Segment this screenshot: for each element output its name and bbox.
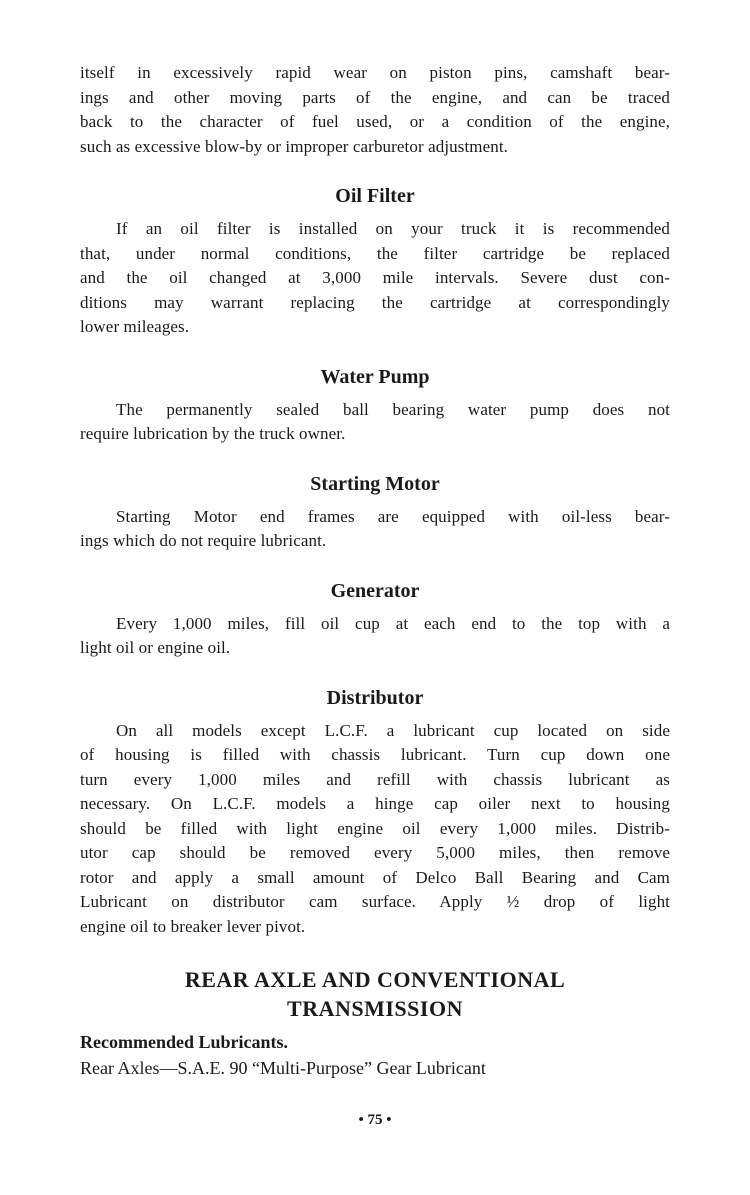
paragraph-line: Lubricant on distributor cam surface. Apply ½ drop of light [80, 892, 670, 911]
section [80, 365, 670, 447]
paragraph-line: ings which do not require lubricant. [80, 531, 327, 550]
paragraph-line: necessary. On L.C.F. models a hinge cap oiler next to housing [80, 794, 670, 813]
section-heading: Generator [330, 579, 420, 602]
section-heading: Starting Motor [310, 472, 440, 495]
section [80, 686, 670, 940]
paragraph-line: light oil or engine oil. [80, 638, 231, 657]
paragraph-line: utor cap should be removed every 5,000 miles, then remove [80, 843, 670, 862]
recommended-lubricants-heading: Recommended Lubricants. [80, 1032, 288, 1052]
section [80, 61, 670, 159]
paragraph-line: ings and other moving parts of the engine, and can be traced [80, 87, 670, 107]
page-number: • 75 • [358, 1112, 392, 1128]
paragraph-line: that, under normal conditions, the filter cartridge be replaced [80, 243, 670, 263]
paragraph-line: and the oil changed at 3,000 mile intervals. Severe dust con- [80, 268, 670, 287]
chapter-title-line-2: TRANSMISSION [287, 996, 463, 1021]
chapter-title-line-1: REAR AXLE AND CONVENTIONAL [184, 967, 566, 992]
paragraph-line: On all models except L.C.F. a lubricant cup located on side [116, 720, 670, 740]
paragraph-line: Every 1,000 miles, fill oil cup at each end to the top with a [116, 613, 670, 633]
page-body [80, 61, 670, 1081]
section [80, 472, 670, 554]
section [80, 579, 670, 661]
paragraph-line: The permanently sealed ball bearing water pump does not [116, 399, 670, 419]
section-heading: Water Pump [320, 365, 430, 388]
section [80, 184, 670, 340]
paragraph-line: ditions may warrant replacing the cartridge at correspondingly [80, 292, 670, 312]
paragraph-line: If an oil filter is installed on your truck it is recommended [116, 219, 670, 238]
paragraph-line: rotor and apply a small amount of Delco Ball Bearing and Cam [80, 867, 670, 887]
chapter-title [80, 965, 670, 1023]
rear-axles-lubricant: Rear Axles—S.A.E. 90 “Multi-Purpose” Gear Lubricant [80, 1058, 486, 1078]
paragraph-line: itself in excessively rapid wear on piston pins, camshaft bear- [80, 63, 670, 82]
paragraph-line: Starting Motor end frames are equipped with oil-less bear- [116, 506, 670, 526]
paragraph-line: should be filled with light engine oil every 1,000 miles. Distrib- [80, 818, 670, 838]
section-heading: Distributor [326, 686, 424, 709]
sections [80, 61, 670, 939]
paragraph-line: such as excessive blow-by or improper carburetor adjustment. [80, 136, 509, 156]
paragraph-line: engine oil to breaker lever pivot. [80, 916, 306, 936]
paragraph-line: back to the character of fuel used, or a condition of the engine, [80, 112, 670, 131]
paragraph-line: lower mileages. [80, 317, 190, 336]
paragraph-line: require lubrication by the truck owner. [80, 424, 346, 443]
paragraph-line: of housing is filled with chassis lubricant. Turn cup down one [80, 745, 670, 764]
section-heading: Oil Filter [335, 185, 415, 207]
paragraph-line: turn every 1,000 miles and refill with chassis lubricant as [80, 769, 670, 789]
